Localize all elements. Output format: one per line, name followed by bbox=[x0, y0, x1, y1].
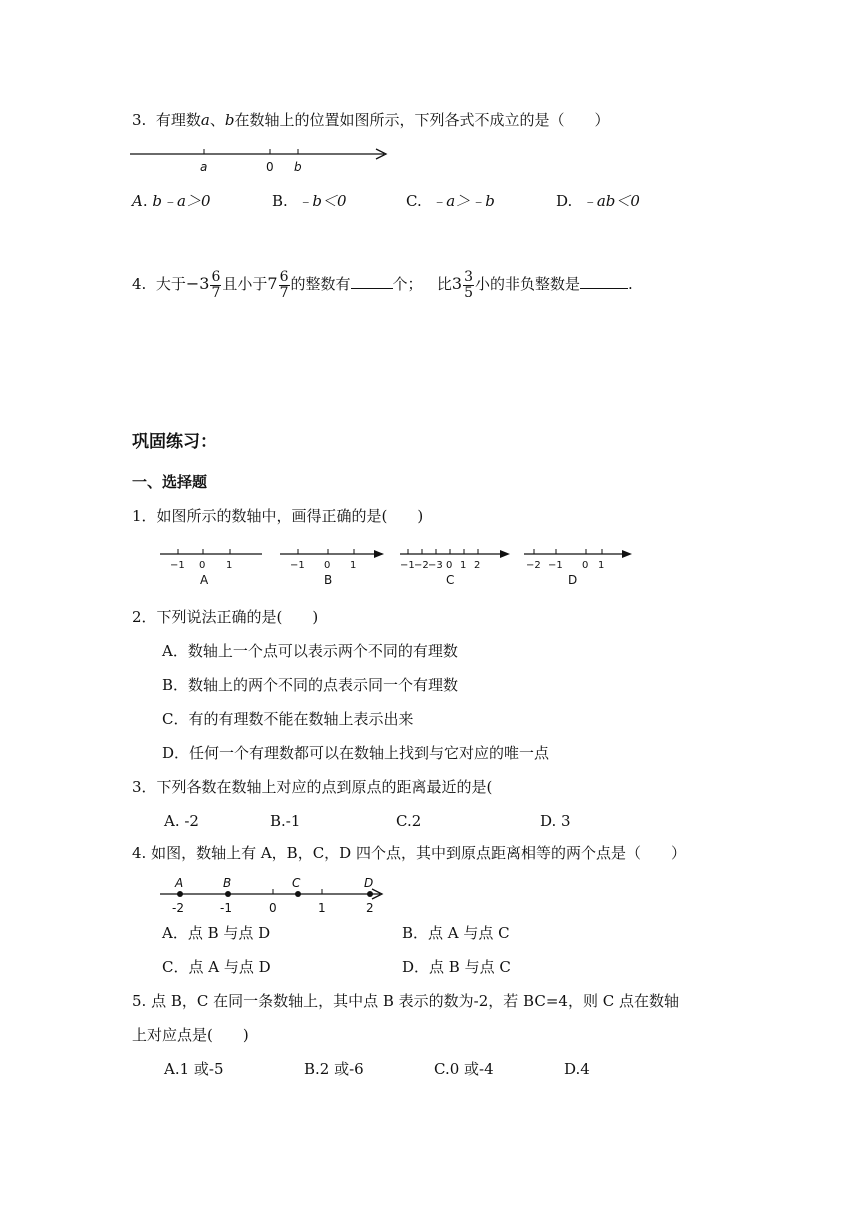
q3-stem: 3. 有理数a、b在数轴上的位置如图所示，下列各式不成立的是（ ） bbox=[132, 111, 610, 129]
fraction-3-5: $\frac{3}{5}$ bbox=[464, 268, 473, 301]
p5-option-c: C.0 或-4 bbox=[434, 1060, 494, 1078]
p2-stem: 2．下列说法正确的是( ) bbox=[132, 608, 319, 626]
svg-text:0: 0 bbox=[324, 560, 331, 571]
svg-text:-1: -1 bbox=[220, 901, 232, 915]
svg-text:2: 2 bbox=[474, 560, 481, 571]
q3-label-zero: 0 bbox=[266, 160, 274, 174]
svg-text:-2: -2 bbox=[172, 901, 184, 915]
point-label-c: C bbox=[292, 876, 301, 890]
var-b: b bbox=[224, 111, 235, 129]
p1-axis-d bbox=[522, 544, 638, 590]
svg-text:1: 1 bbox=[226, 560, 233, 571]
p4-option-c: C．点 A 与点 D bbox=[162, 958, 271, 976]
q3-option-b: B. ﹣b＜0 bbox=[272, 192, 347, 210]
fraction-6-7-second: $\frac{6}{7}$ bbox=[279, 268, 289, 301]
p2-option-d: D．任何一个有理数都可以在数轴上找到与它对应的唯一点 bbox=[162, 744, 550, 762]
p5-option-b: B.2 或-6 bbox=[304, 1060, 364, 1078]
q4-stem: 4. 大于−3 $\frac{6}{7}$ 且小于7 $\frac{6}{7}$ 的整数有 个； 比3 $\frac{3}{5}$ 小的非负整数是 . bbox=[132, 268, 633, 301]
p1-label-d: D bbox=[568, 573, 578, 587]
svg-text:−1: −1 bbox=[170, 560, 185, 571]
p2-option-c: C．有的有理数不能在数轴上表示出来 bbox=[162, 710, 414, 728]
p4-stem: 4. 如图，数轴上有 A，B，C，D 四个点，其中到原点距离相等的两个点是（ ） bbox=[132, 844, 686, 862]
p2-option-a: A．数轴上一个点可以表示两个不同的有理数 bbox=[162, 642, 458, 660]
q3-option-a: A. b﹣a＞0 bbox=[132, 192, 211, 210]
svg-text:1: 1 bbox=[350, 560, 357, 571]
p1-label-a: A bbox=[200, 573, 209, 587]
q3-label-b: b bbox=[294, 160, 302, 174]
p1-axis-b bbox=[278, 544, 388, 590]
p3-stem: 3．下列各数在数轴上对应的点到原点的距离最近的是( bbox=[132, 778, 493, 796]
fraction-6-7: $\frac{6}{7}$ bbox=[211, 268, 221, 301]
svg-text:0: 0 bbox=[446, 560, 453, 571]
svg-text:−3: −3 bbox=[428, 560, 443, 571]
point-d bbox=[367, 891, 373, 897]
p1-axis-c bbox=[398, 544, 516, 590]
p2-option-b: B．数轴上的两个不同的点表示同一个有理数 bbox=[162, 676, 459, 694]
section-title: 巩固练习： bbox=[132, 432, 217, 452]
svg-text:−1: −1 bbox=[290, 560, 305, 571]
point-label-b: B bbox=[223, 876, 232, 890]
p3-option-a: A. -2 bbox=[164, 812, 199, 830]
answer-blank-1[interactable] bbox=[351, 272, 393, 289]
point-b bbox=[225, 891, 231, 897]
p1-stem: 1．如图所示的数轴中，画得正确的是( ) bbox=[132, 507, 424, 525]
q3-option-d: D. ﹣ab＜0 bbox=[556, 192, 640, 210]
p1-label-b: B bbox=[324, 573, 333, 587]
p4-number-line bbox=[158, 872, 392, 918]
p5-option-d: D.4 bbox=[564, 1060, 590, 1078]
p1-label-c: C bbox=[446, 573, 455, 587]
q3-number-line bbox=[128, 144, 398, 176]
svg-text:−2: −2 bbox=[414, 560, 429, 571]
p5-option-a: A.1 或-5 bbox=[164, 1060, 224, 1078]
q4-number: 4. bbox=[132, 275, 147, 293]
subsection-title: 一、选择题 bbox=[132, 473, 208, 491]
point-label-a: A bbox=[175, 876, 184, 890]
q3-label-a: a bbox=[200, 160, 208, 174]
p3-option-d: D. 3 bbox=[540, 812, 571, 830]
var-a: a bbox=[200, 111, 210, 129]
p4-option-d: D．点 B 与点 C bbox=[402, 958, 511, 976]
p3-option-c: C.2 bbox=[396, 812, 422, 830]
point-c bbox=[295, 891, 301, 897]
svg-text:0: 0 bbox=[582, 560, 589, 571]
point-label-d: D bbox=[364, 876, 374, 890]
svg-text:1: 1 bbox=[460, 560, 467, 571]
svg-text:0: 0 bbox=[269, 901, 277, 915]
svg-text:1: 1 bbox=[318, 901, 326, 915]
svg-text:−1: −1 bbox=[548, 560, 563, 571]
q3-option-c: C. ﹣a＞﹣b bbox=[406, 192, 495, 210]
p5-stem-line2: 上对应点是( ) bbox=[132, 1026, 249, 1044]
p4-option-a: A．点 B 与点 D bbox=[162, 924, 271, 942]
p1-axis-a bbox=[158, 544, 268, 590]
svg-text:1: 1 bbox=[598, 560, 605, 571]
svg-text:−1: −1 bbox=[400, 560, 415, 571]
point-a bbox=[177, 891, 183, 897]
svg-text:−2: −2 bbox=[526, 560, 541, 571]
svg-text:2: 2 bbox=[366, 901, 374, 915]
answer-blank-2[interactable] bbox=[580, 272, 628, 289]
p4-option-b: B．点 A 与点 C bbox=[402, 924, 510, 942]
q3-number: 3. bbox=[132, 111, 147, 129]
svg-text:0: 0 bbox=[199, 560, 206, 571]
p5-stem-line1: 5. 点 B，C 在同一条数轴上，其中点 B 表示的数为-2，若 BC=4，则 C 点在数轴 bbox=[132, 992, 679, 1010]
p3-option-b: B.-1 bbox=[270, 812, 301, 830]
